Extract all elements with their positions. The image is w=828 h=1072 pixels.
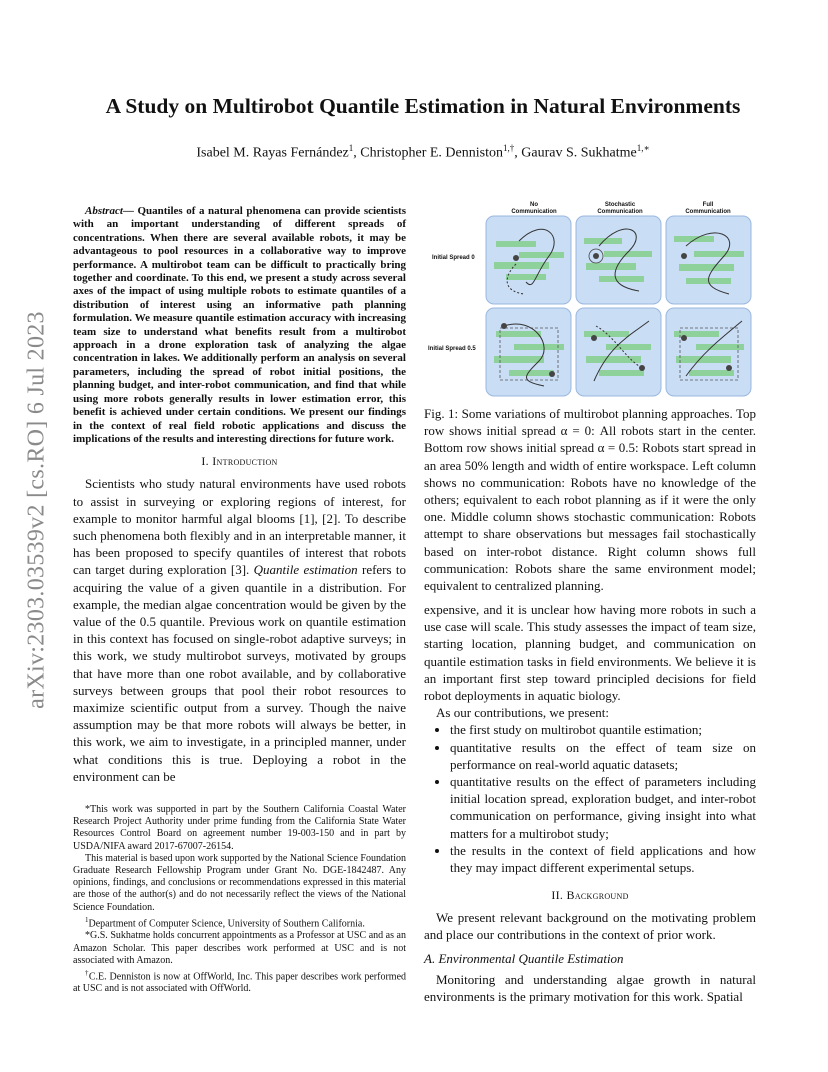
author-name: Isabel M. Rayas Fernández	[196, 145, 349, 161]
author-name: Gaurav S. Sukhatme	[521, 145, 637, 161]
intro-text: refers to acquiring the value of a given quantile in a distribution. For example, the median algae concentration would be given by the value of the 0.5 quantile. Previous work on quantile estimation in this context has focused on single-robot adaptive surveys; in this work, we study multirobot surveys, motivated by groups that have more than one robot available, and by collaborative surveys between groups that pool their robot resources to maximize scientific output from a survey. Though the naive assumption may be that more robots will always be better, in this work, we aim to investigate, in a principled manner, under what conditions this is true. Deploying a robot in the environment can be	[73, 562, 407, 784]
panel-row2-col2	[576, 308, 661, 396]
intro-text: Scientists who study natural environments have used robots to assist in surveying or exploring regions of interest, for example to monitor harmful algal blooms [1], [2]. To describe such phenomena both flexibly and in an interpretable manner, it has been proposed to specify quantiles of interest that robots can target during exploration [3].	[73, 476, 406, 578]
caption-text: Some variations of multirobot planning approaches. Top row shows initial spread α = 0: All robots start in the center. Bottom row shows initial spread α = 0.5: Robots start spread in an area 50% length and width of entire workspace. Left column shows no communication: Robots have no knowledge of the others; equivalent to each robot planning as if it were the only one. Middle column shows stochastic communication: Robots attempt to share observations but messages fail stochastically based on inter-robot distance. Right column shows full communication: Robots share the same environment model; equivalent to centralized planning.	[424, 406, 756, 594]
footnote-affiliation	[73, 914, 406, 931]
panel-row1-col3	[666, 216, 751, 304]
panel-row1-col1	[486, 216, 571, 304]
subsection-heading: A. Environmental Quantile Estimation	[424, 950, 624, 966]
author-line: Isabel M. Rayas Fernández$^1$, Christopher E. Denniston$^{1,\dagger}$, Gaurav S. Sukhatme$^{1,∗}$	[196, 143, 650, 161]
intro-emphasis: Quantile estimation	[253, 562, 358, 578]
list-item: • the results in the context of field applications and how they may impact different experimental setups.	[450, 842, 756, 876]
column-label-full: Full Communication	[685, 202, 731, 215]
list-item: • quantitative results on the effect of team size on performance on real-world aquatic datasets;	[450, 739, 756, 773]
panel-row2-col3	[666, 308, 751, 396]
author-name: Christopher E. Denniston	[360, 145, 503, 161]
footnote-text: Department of Computer Science, University of Southern California.	[88, 918, 365, 930]
background-paragraph: Monitoring and understanding algae growth in natural environments is the primary motivation for this work. Spatial	[424, 971, 756, 1004]
paper-title: A Study on Multirobot Quantile Estimation in Natural Environments	[105, 94, 741, 118]
caption-label: Fig. 1:	[424, 406, 459, 421]
panel-row1-col2	[576, 216, 661, 304]
author-affiliation: 1	[348, 143, 354, 153]
contributions-list	[424, 721, 756, 876]
footnote-funding: *This work was supported in part by the Southern California Coastal Water Research Project Authority under prime funding from the California State Water Resources Control Board on agreement number 19-003-150 and in part by USDA/NIFA award 2017-67007-26154.	[73, 803, 406, 852]
background-paragraph: We present relevant background on the motivating problem and place our contributions in the context of prior work.	[424, 910, 756, 943]
author-affiliation: 1,†	[503, 143, 515, 153]
row-label-spread-0: Initial Spread 0	[432, 255, 475, 261]
section-heading-background: II. Background	[551, 888, 629, 903]
footnote-marker: †	[85, 968, 89, 977]
footnote-text: C.E. Denniston is now at OffWorld, Inc. This paper describes work performed at USC and is not associated with OffWorld.	[73, 971, 407, 995]
arxiv-id: arXiv:2303.03539v2 [cs.RO] 6 Jul 2023	[23, 311, 50, 709]
left-column	[73, 205, 406, 996]
abstract-label: Abstract	[85, 205, 123, 217]
footnotes	[73, 804, 406, 996]
column-label-stochastic: Stochastic Communication	[597, 202, 643, 215]
arxiv-stamp	[22, 300, 52, 720]
column-label-no-comm: No Communication	[511, 202, 557, 215]
figure-caption	[424, 405, 756, 594]
footnote-sukhatme: *G.S. Sukhatme holds concurrent appointments as a Professor at USC and as an Amazon Scholar. This paper describes work performed at USC and is not associated with Amazon.	[73, 930, 406, 966]
footnote-denniston	[73, 967, 406, 996]
author-affiliation: 1,∗	[636, 143, 650, 153]
footnote-nsf: This material is based upon work supported by the National Science Foundation Graduate Research Fellowship Program under Grant No. DGE-1842487. Any opinions, findings, and conclusions or recommendations expressed in this material are those of the author(s) and do not necessarily reflect the views of the National Science Foundation.	[73, 852, 406, 913]
abstract	[73, 205, 406, 446]
section-heading-introduction: I. Introduction	[201, 454, 278, 469]
figure-1	[424, 196, 756, 402]
figure-panels	[486, 216, 751, 396]
contributions-intro: As our contributions, we present:	[436, 705, 609, 721]
right-column	[424, 601, 756, 1005]
row-label-spread-05: Initial Spread 0.5	[428, 346, 476, 352]
list-item: • the first study on multirobot quantile estimation;	[450, 721, 756, 738]
abstract-text: — Quantiles of a natural phenomena can provide scientists with an important understanding of different spreads of concentrations. When there are several available robots, it may be advantageous to pool resources in a collaborative way to improve performance. A multirobot team can be difficult to practically bring together and coordinate. To this end, we present a study across several axes of the impact of using multiple robots to estimate quantiles of a distribution of interest using an informative path planning formulation. We measure quantile estimation accuracy with increasing team size to understand what benefits result from a multirobot approach in a drone exploration task of analyzing the algae concentration in lakes. We additionally perform an analysis on several parameters, including the spread of robot initial positions, the planning budget, and inter-robot communication, and find that while using more robots generally results in lower estimation error, this benefit is achieved under certain conditions. We present our findings in the context of real field robotic applications and discuss the implications of the results and interesting directions for future work.	[73, 205, 406, 445]
list-item: • quantitative results on the effect of parameters including initial location spread, exploration budget, and inter-robot communication on performance, giving insight into what matters for a multirobot study;	[450, 773, 756, 842]
intro-continuation: expensive, and it is unclear how having more robots in such a use case will scale. This study assesses the impact of team size, starting location, planning budget, and communication on quantile estimation tasks in field environments. We believe it is an important first step toward principled decisions for field robot deployments in aquatic biology.	[424, 602, 756, 704]
panel-row2-col1	[486, 308, 571, 396]
intro-paragraph	[73, 475, 406, 785]
footnote-marker: 1	[85, 915, 89, 924]
